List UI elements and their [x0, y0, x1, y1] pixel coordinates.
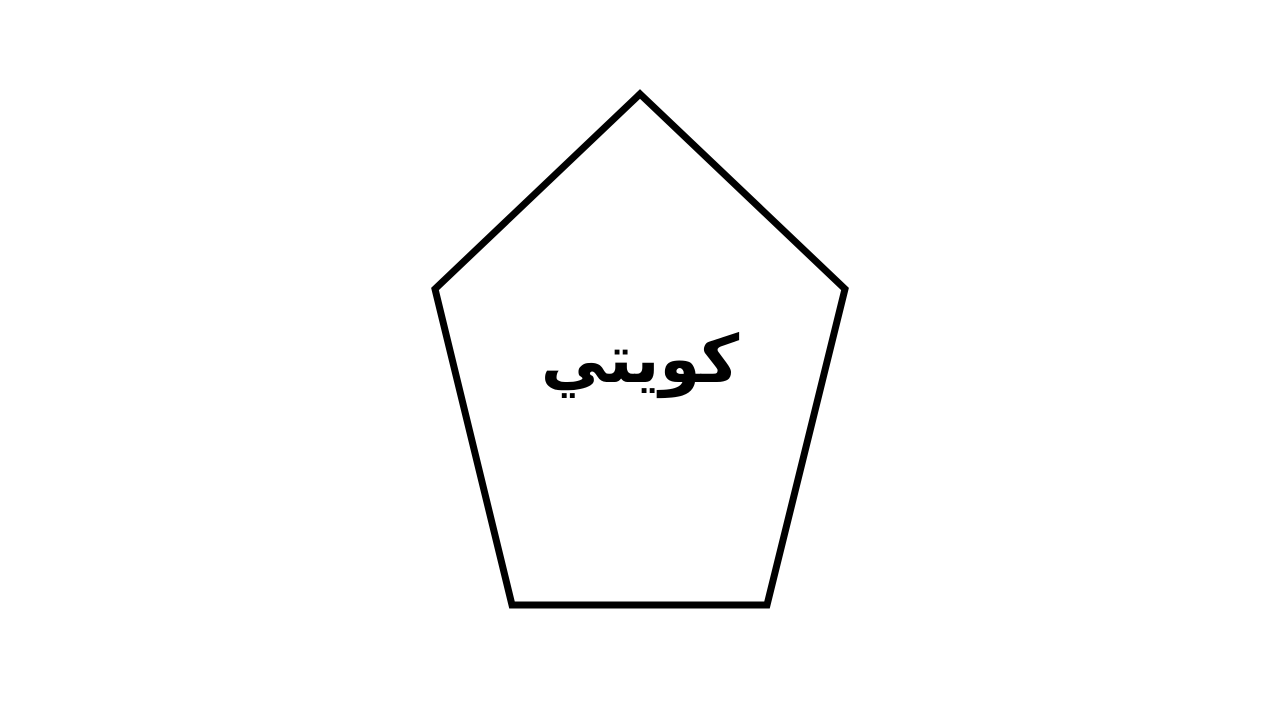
pentagon-label: كويتي — [540, 321, 740, 398]
